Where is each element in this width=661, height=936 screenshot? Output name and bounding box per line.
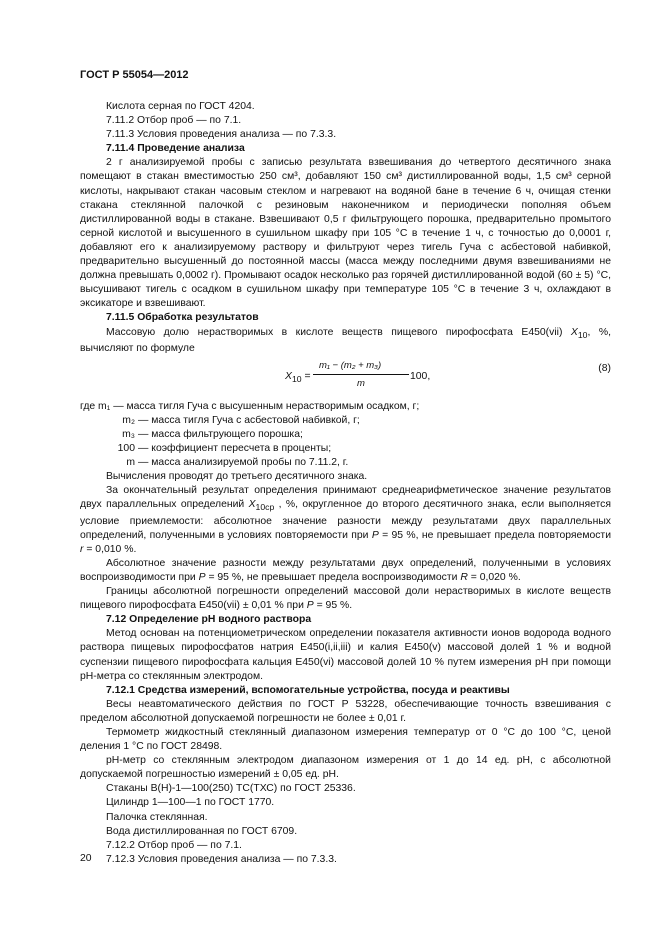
definition-label: где m₁	[80, 400, 111, 412]
formula-eq: =	[304, 370, 311, 382]
text-line: 7.12.2 Отбор проб — по 7.1.	[106, 839, 242, 851]
formula-lhs-var: X	[285, 370, 292, 382]
definition-label: m₃	[122, 428, 135, 440]
page-body	[80, 100, 611, 867]
definition-row	[80, 414, 611, 428]
text-span: = 95 %.	[313, 600, 353, 612]
text-line: Вода дистиллированная по ГОСТ 6709.	[106, 825, 298, 837]
symbol-r: r	[80, 543, 84, 555]
text-span: = 95 %, не превышает предела повторяемости	[378, 529, 611, 541]
definition-label: 100	[117, 443, 135, 455]
section-heading: 7.12 Определение рН водного раствора	[106, 614, 312, 626]
definition-row	[80, 400, 611, 414]
symbol-p: P	[306, 600, 314, 612]
formula-denominator: m	[357, 377, 365, 389]
section-heading: 7.11.4 Проведение анализа	[106, 143, 245, 155]
text-span: = 0,020 %.	[467, 571, 521, 583]
paragraph: рН-метр со стеклянным электродом диапазоном измерения от 1 до 14 ед. рН, с абсолютной допускаемой погрешностью измерений ± 0,05 ед. рН.	[80, 755, 611, 781]
fraction-bar	[313, 374, 409, 375]
page-number: 20	[80, 853, 92, 864]
symbol-r-upper: R	[460, 571, 468, 583]
definition-row	[80, 428, 611, 442]
text-span: За окончательный результат определения принимают среднеарифметическое значение результатов двух параллельных определений	[80, 485, 611, 511]
text-span: , %, округленное до второго десятичного знака, если выполняется условие приемлемости: абсолютное значение разности между результатами двух параллельных определений, полученными в условиях повторяемости при	[80, 499, 611, 541]
text-span: Абсолютное значение разности между результатами двух определений, полученными в условиях воспроизводимости при	[80, 557, 611, 583]
symbol-p: P	[371, 529, 379, 541]
formula-tail: 100,	[410, 370, 431, 382]
definition-label: m	[126, 457, 135, 469]
paragraph	[80, 484, 611, 557]
section-heading: 7.12.1 Средства измерений, вспомогательные устройства, посуда и реактивы	[106, 684, 510, 696]
text-line: 7.11.3 Условия проведения анализа — по 7.3.3.	[106, 129, 337, 141]
paragraph	[80, 585, 611, 613]
paragraph	[80, 326, 611, 356]
text-line: Кислота серная по ГОСТ 4204.	[106, 101, 255, 112]
text-span: = 95 %, не превышает предела воспроизводимости	[205, 571, 461, 583]
definition-text: — масса тигля Гуча с асбестовой набивкой, г;	[138, 414, 360, 426]
document-header: ГОСТ Р 55054—2012	[80, 69, 189, 81]
paragraph: Термометр жидкостный стеклянный диапазоном измерения температур от 0 °С до 100 °С, ценой деления 1 °С по ГОСТ 28498.	[80, 727, 611, 753]
paragraph: Метод основан на потенциометрическом определении показателя активности ионов водорода водного раствора пищевых пирофосфатов натрия Е450(i,ii,iii) и калия Е450(v) массовой долей 1 % и водной суспензии пищевого пирофосфата кальция Е450(vi) массовой долей 10 % путем измерения рН при помощи рН-метра со стеклянным электродом.	[80, 628, 611, 682]
text-line: Стаканы В(Н)-1—100(250) ТС(ТХС) по ГОСТ 25336.	[106, 783, 356, 795]
text-span: , %, вычисляют по формуле	[80, 326, 611, 354]
text-line: Вычисления проводят до третьего десятичного знака.	[106, 471, 368, 483]
formula-8	[80, 356, 611, 400]
formula-numerator: m₁ − (m₂ + m₃)	[319, 359, 382, 371]
definition-row	[80, 456, 611, 470]
text-line: Цилиндр 1—100—1 по ГОСТ 1770.	[106, 797, 275, 809]
definitions-list	[80, 400, 611, 470]
text-line: 7.11.2 Отбор проб — по 7.1.	[106, 115, 242, 127]
paragraph: Весы неавтоматического действия по ГОСТ Р 53228, обеспечивающие точность взвешивания с пределом абсолютной допускаемой погрешности не более ± 0,01 г.	[80, 698, 611, 724]
symbol-p: P	[198, 571, 206, 583]
symbol-sub: 10	[577, 329, 588, 340]
text-span: = 0,010 %.	[83, 543, 137, 555]
section-heading: 7.11.5 Обработка результатов	[106, 312, 259, 324]
symbol-x: X	[570, 326, 578, 338]
definition-text: — коэффициент пересчета в проценты;	[138, 443, 332, 455]
symbol-sub: 10ср	[255, 502, 275, 513]
symbol-x: X	[248, 499, 256, 511]
definition-row	[80, 442, 611, 456]
text-line: Палочка стеклянная.	[106, 811, 208, 823]
formula-number: (8)	[598, 362, 611, 374]
text-span: Границы абсолютной погрешности определений массовой доли нерастворимых в кислоте веществ пищевого пирофосфата Е450(vii) ± 0,01 % при	[80, 586, 611, 612]
definition-text: — масса фильтрующего порошка;	[138, 428, 303, 440]
definition-label: m₂	[122, 414, 135, 426]
text-span: Массовую долю нерастворимых в кислоте веществ пищевого пирофосфата Е450(vii)	[106, 326, 571, 338]
paragraph	[80, 557, 611, 585]
formula-lhs-sub: 10	[291, 373, 302, 384]
definition-text: — масса анализируемой пробы по 7.11.2, г.	[138, 457, 349, 469]
paragraph: 2 г анализируемой пробы с записью результата взвешивания до четвертого десятичного знака помещают в стакан вместимостью 250 см³, добавляют 150 см³ дистиллированной воды, 1,5 см³ серной кислоты, накрывают стакан часовым стеклом и нагревают на водяной бане в течение 6 ч, очищая стенки стакана стеклянной палочкой с резиновым наконечником и периодически пополняя объем дистиллированной воды в стакане. Взвешивают 0,5 г фильтрующего порошка, предварительно промытого серной кислотой и высушенного в сушильном шкафу при 105 °С в течение 1 ч, с точностью до 0,0001 г, добавляют его к анализируемому раствору и фильтруют через тигель Гуча с асбестовой набивкой, предварительно высушенный до постоянной массы (масса между последними двумя взвешиваниями не должна превышать 0,0002 г). Промывают осадок несколько раз горячей дистиллированной водой (60 ± 5) °С, высушивают тигель с осадком в сушильном шкафу при температуре 105 °С в течение 3 ч, охлаждают в эксикаторе и взвешивают.	[80, 157, 611, 310]
text-line: 7.12.3 Условия проведения анализа — по 7.3.3.	[106, 853, 337, 865]
formula-lhs	[285, 370, 311, 386]
definition-text: — масса тигля Гуча с высушенным нерастворимым осадком, г;	[113, 400, 420, 412]
